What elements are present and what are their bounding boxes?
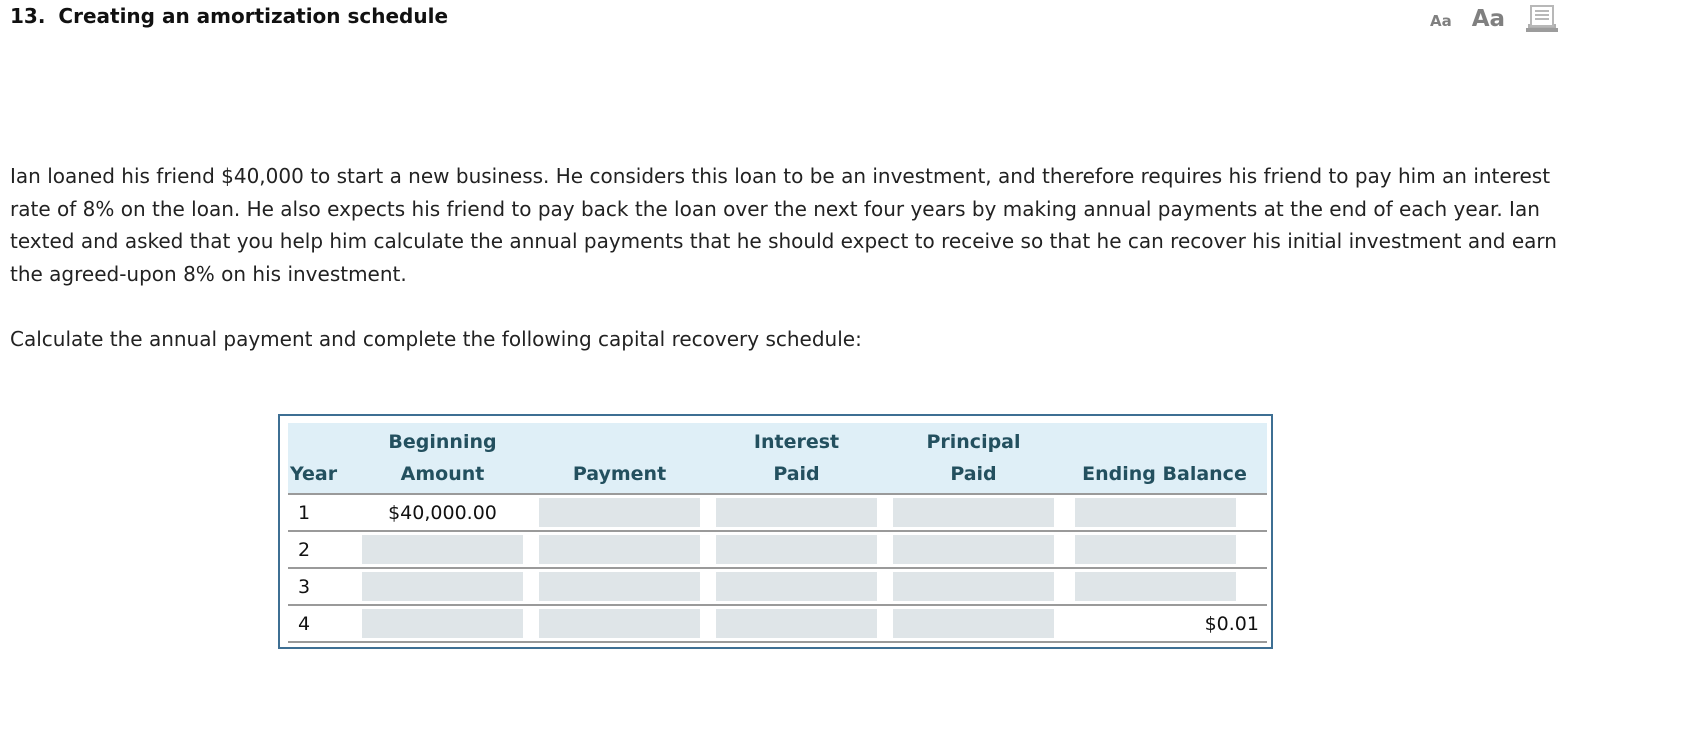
table-row xyxy=(288,494,1267,531)
payment-cell xyxy=(531,605,708,642)
beginning-amount-cell xyxy=(354,605,531,642)
year-cell: 1 xyxy=(288,494,354,531)
header-year xyxy=(288,423,354,494)
question-title xyxy=(10,4,448,28)
question-title-text: Creating an amortization schedule xyxy=(58,4,449,28)
beginning-amount-cell xyxy=(354,568,531,605)
schedule-table xyxy=(288,423,1267,643)
interest-paid-cell xyxy=(708,568,885,605)
beginning-amount-value: $40,000.00 xyxy=(388,501,497,524)
header-principal-paid xyxy=(885,423,1062,494)
payment-input[interactable] xyxy=(539,498,700,527)
interest-paid-input[interactable] xyxy=(716,498,877,527)
header-payment xyxy=(531,423,708,494)
principal-paid-cell xyxy=(885,568,1062,605)
payment-cell xyxy=(531,531,708,568)
header-ending-balance xyxy=(1062,423,1267,494)
header-beginning-line2: Amount xyxy=(400,463,485,485)
year-cell: 4 xyxy=(288,605,354,642)
ending-balance-cell xyxy=(1062,605,1267,642)
table-row xyxy=(288,605,1267,642)
principal-paid-cell xyxy=(885,605,1062,642)
payment-input[interactable] xyxy=(539,535,700,564)
principal-paid-input[interactable] xyxy=(893,572,1054,601)
beginning-amount-input[interactable] xyxy=(362,535,523,564)
payment-input[interactable] xyxy=(539,572,700,601)
interest-paid-input[interactable] xyxy=(716,535,877,564)
header-beginning-amount xyxy=(354,423,531,494)
beginning-amount-input[interactable] xyxy=(362,572,523,601)
header-principal-line2: Paid xyxy=(950,463,997,485)
principal-paid-input[interactable] xyxy=(893,498,1054,527)
principal-paid-cell xyxy=(885,531,1062,568)
ending-balance-input[interactable] xyxy=(1075,572,1236,601)
capital-recovery-schedule xyxy=(278,414,1273,649)
problem-statement: Ian loaned his friend $40,000 to start a new business. He considers this loan to be an investment, and therefore requires his friend to pay him an interest rate of 8% on the loan. He also expects his friend to pay back the loan over the next four years by making annual payments at the end of each year. Ian texted and asked that you help him calculate the annual payments that he should expect to receive so that he can recover his initial investment and earn the agreed-upon 8% on his investment. xyxy=(10,164,1557,286)
decrease-font-button[interactable]: Aa xyxy=(1430,12,1452,30)
header-interest-line2: Paid xyxy=(773,463,820,485)
principal-paid-input[interactable] xyxy=(893,609,1054,638)
ending-balance-cell xyxy=(1062,568,1267,605)
header-interest-paid xyxy=(708,423,885,494)
ending-balance-cell xyxy=(1062,494,1267,531)
print-icon[interactable] xyxy=(1525,4,1559,34)
beginning-amount-cell xyxy=(354,494,531,531)
ending-balance-input[interactable] xyxy=(1075,535,1236,564)
year-cell: 3 xyxy=(288,568,354,605)
ending-balance-cell xyxy=(1062,531,1267,568)
display-toolbar xyxy=(1430,3,1559,35)
table-row xyxy=(288,568,1267,605)
payment-input[interactable] xyxy=(539,609,700,638)
header-ending-balance-label: Ending Balance xyxy=(1082,463,1247,485)
header-year-label: Year xyxy=(290,463,338,485)
interest-paid-input[interactable] xyxy=(716,572,877,601)
header-payment-label: Payment xyxy=(572,463,667,485)
header-interest-line1: Interest xyxy=(753,431,840,453)
table-row xyxy=(288,531,1267,568)
header-principal-line1: Principal xyxy=(926,431,1021,453)
principal-paid-cell xyxy=(885,494,1062,531)
question-number: 13. xyxy=(10,4,46,28)
payment-cell xyxy=(531,568,708,605)
schedule-header-row xyxy=(288,423,1267,494)
ending-balance-input[interactable] xyxy=(1075,498,1236,527)
ending-balance-value: $0.01 xyxy=(1204,612,1259,635)
header-beginning-line1: Beginning xyxy=(388,431,497,453)
beginning-amount-input[interactable] xyxy=(362,609,523,638)
instruction-text: Calculate the annual payment and complete the following capital recovery schedule: xyxy=(10,327,862,351)
payment-cell xyxy=(531,494,708,531)
principal-paid-input[interactable] xyxy=(893,535,1054,564)
interest-paid-cell xyxy=(708,494,885,531)
interest-paid-input[interactable] xyxy=(716,609,877,638)
interest-paid-cell xyxy=(708,531,885,568)
increase-font-button[interactable]: Aa xyxy=(1471,6,1506,32)
year-cell: 2 xyxy=(288,531,354,568)
beginning-amount-cell xyxy=(354,531,531,568)
interest-paid-cell xyxy=(708,605,885,642)
